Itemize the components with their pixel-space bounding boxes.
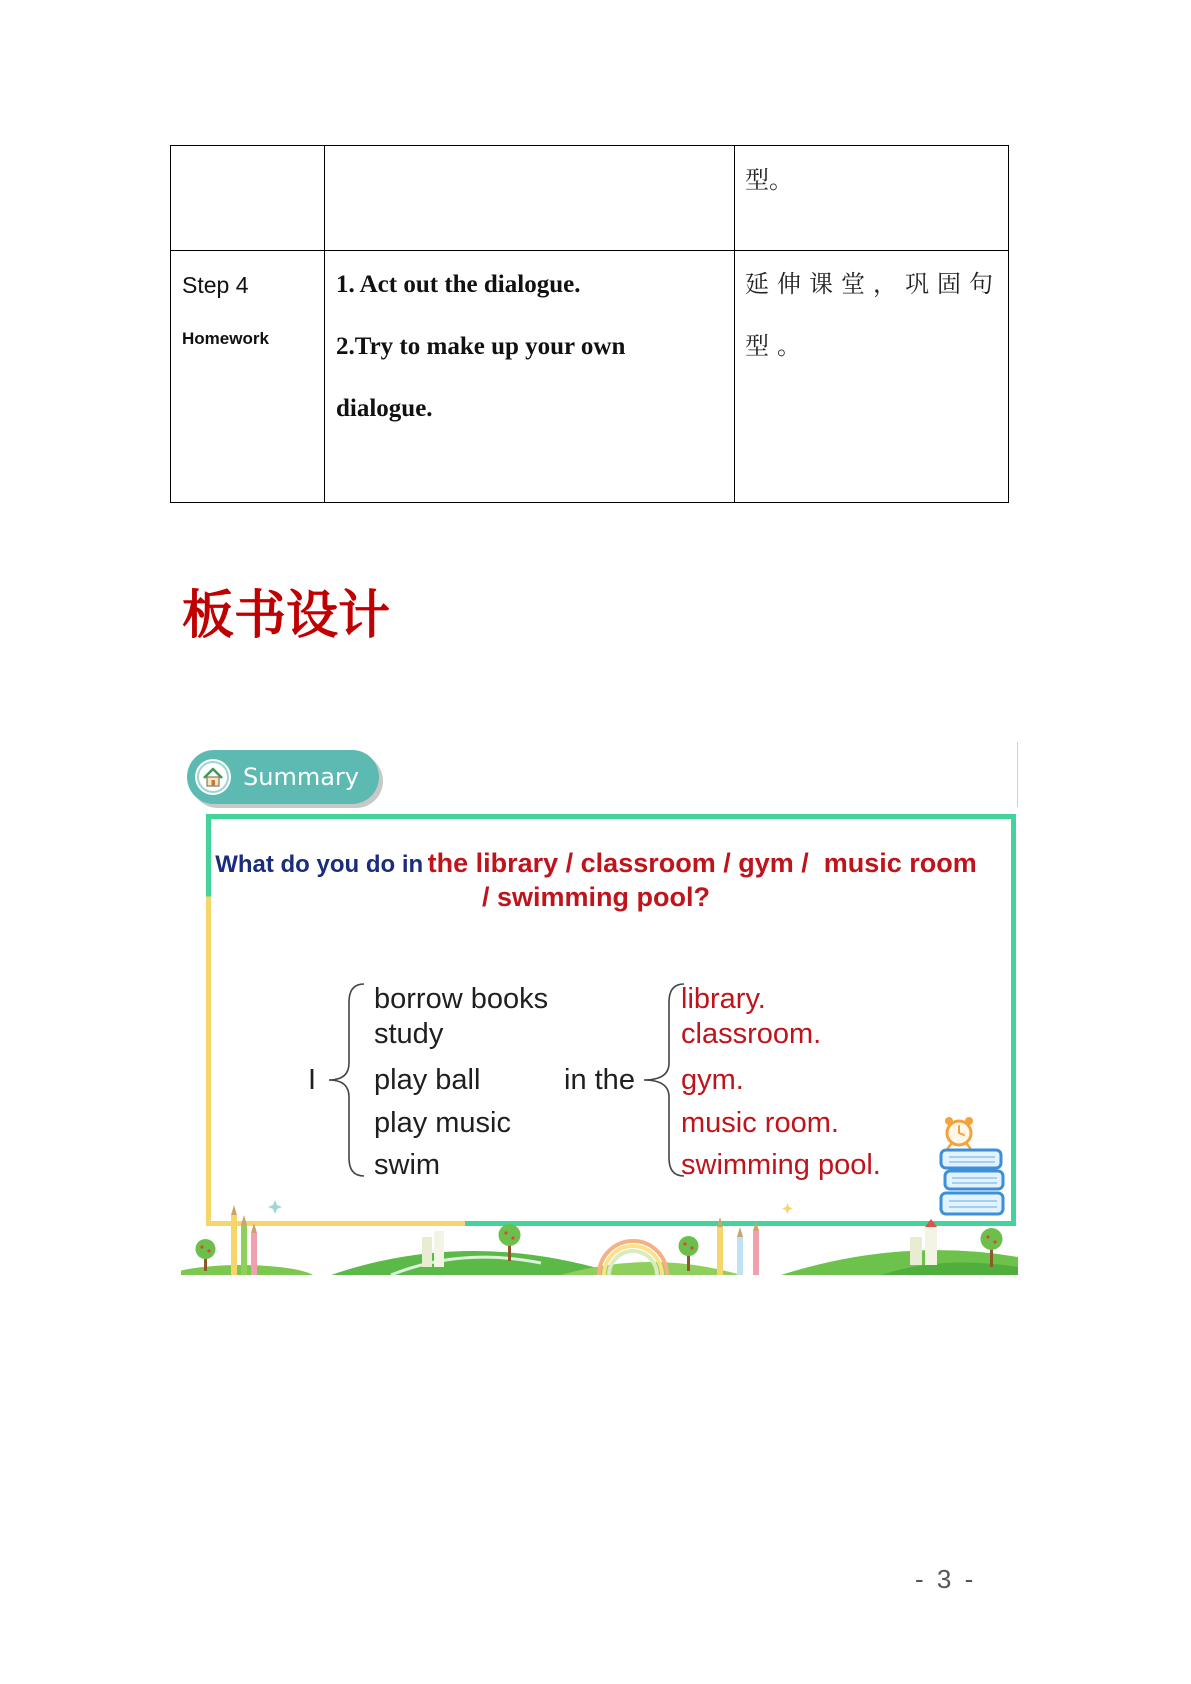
activity-item: play music: [374, 1107, 511, 1139]
connector-word: in the: [564, 1064, 635, 1096]
house-icon: [195, 759, 231, 795]
activity-item: study: [374, 1018, 444, 1050]
table-cell-r2-content: [325, 251, 735, 502]
homework-line: dialogue.: [336, 395, 433, 422]
summary-badge-label: Summary: [243, 763, 359, 791]
question-places: the library / classroom / gym / music room: [427, 848, 977, 878]
activity-item: swim: [374, 1149, 441, 1181]
table-cell-r1-content: [325, 146, 735, 251]
left-brace: [328, 983, 365, 1177]
page-number: - 3 -: [915, 1564, 977, 1594]
question-line-2: [181, 880, 1011, 919]
table-cell-r1-step: [171, 146, 325, 251]
place-item: library.: [681, 983, 766, 1015]
frame-border-top: [206, 814, 1016, 819]
landscape-decoration: [181, 1197, 1018, 1275]
activity-item: play ball: [374, 1064, 481, 1096]
goal-list: [745, 253, 1001, 377]
lesson-table: [170, 145, 1009, 503]
table-cell-r2-step: [171, 251, 325, 502]
goal-text: 型。: [745, 166, 793, 194]
right-brace: [643, 983, 685, 1177]
question-lead: What do you do in: [215, 851, 424, 878]
summary-slide: [181, 742, 1018, 1275]
step-subtitle: Homework: [182, 329, 269, 348]
homework-list: [336, 254, 625, 440]
table-cell-r2-goal: [735, 251, 1008, 502]
slide-edge-line: [1017, 742, 1018, 807]
place-item: gym.: [681, 1064, 744, 1096]
summary-badge: [187, 750, 379, 804]
step-title: Step 4: [182, 272, 249, 298]
place-item: classroom.: [681, 1018, 822, 1050]
table-cell-r1-goal: [735, 146, 1008, 251]
alarm-clock-icon: [945, 1117, 973, 1148]
section-heading: 板书设计: [182, 585, 391, 646]
frame-border-right: [1011, 814, 1016, 1226]
place-item: swimming pool.: [681, 1149, 881, 1181]
goal-line: 延伸课堂，巩固句: [745, 270, 1001, 298]
subject-word: I: [308, 1064, 317, 1096]
homework-line: 2.Try to make up your own: [336, 333, 626, 360]
activity-item: borrow books: [374, 983, 549, 1015]
homework-line: 1. Act out the dialogue.: [336, 271, 581, 298]
goal-line: 型。: [745, 332, 809, 360]
question-places-end: / swimming pool?: [482, 882, 710, 912]
place-item: music room.: [681, 1107, 839, 1139]
